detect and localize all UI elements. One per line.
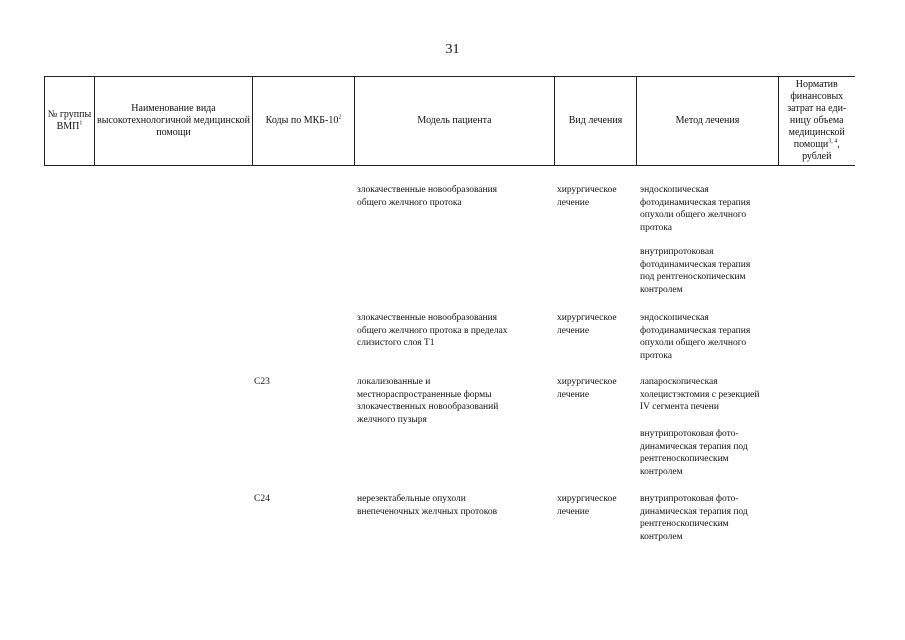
row-3-type: хирургическое лечение [557, 313, 617, 336]
row-1-type: хирургическое лечение [557, 185, 617, 208]
row-6-method: внутрипротоковая фото- динамическая терапия под рентгеноскопическим контролем [640, 494, 748, 542]
row-1-method: эндоскопическая фотодинамическая терапия опухоли общего желчного протока [640, 185, 751, 233]
header-treatment-type: Вид лечения [555, 77, 637, 166]
row-4-type: хирургическое лечение [557, 377, 617, 400]
header-cost-norm: Норматив финансовых затрат на еди-ницу объема медицинской помощи$^{3, 4}$, рублей [779, 77, 855, 166]
row-5-method: внутрипротоковая фото- динамическая терапия под рентгеноскопическим контролем [640, 429, 748, 477]
header-care-name: Наименование вида высокотехнологичной медицинской помощи [95, 77, 253, 166]
row-2-method: внутрипротоковая фотодинамическая терапия под рентгеноскопическим контролем [640, 247, 751, 295]
row-4-method: лапароскопическая холецистэктомия с резекцией IV сегмента печени [640, 377, 760, 412]
table-header [44, 76, 855, 166]
header-patient-model: Модель пациента [355, 77, 555, 166]
row-4-model: локализованные и местнораспространенные формы злокачественных новообразований желчного пузыря [357, 377, 499, 425]
row-6-model: нерезектабельные опухоли внепеченочных желчных протоков [357, 494, 498, 517]
row-6-type: хирургическое лечение [557, 494, 617, 517]
header-group-number: № группы ВМП$^1$ [45, 77, 95, 166]
row-3-model: злокачественные новообразования общего желчного протока в пределах слизистого слоя T1 [357, 313, 508, 348]
page-number: 31 [445, 42, 460, 57]
row-1-model: злокачественные новообразования общего желчного протока [357, 185, 498, 208]
row-3-method: эндоскопическая фотодинамическая терапия опухоли общего желчного протока [640, 313, 751, 361]
header-treatment-method: Метод лечения [637, 77, 779, 166]
row-6-code: C24 [254, 494, 270, 504]
row-4-code: C23 [254, 377, 270, 387]
header-icd-codes: Коды по МКБ-$10^2$ [253, 77, 355, 166]
